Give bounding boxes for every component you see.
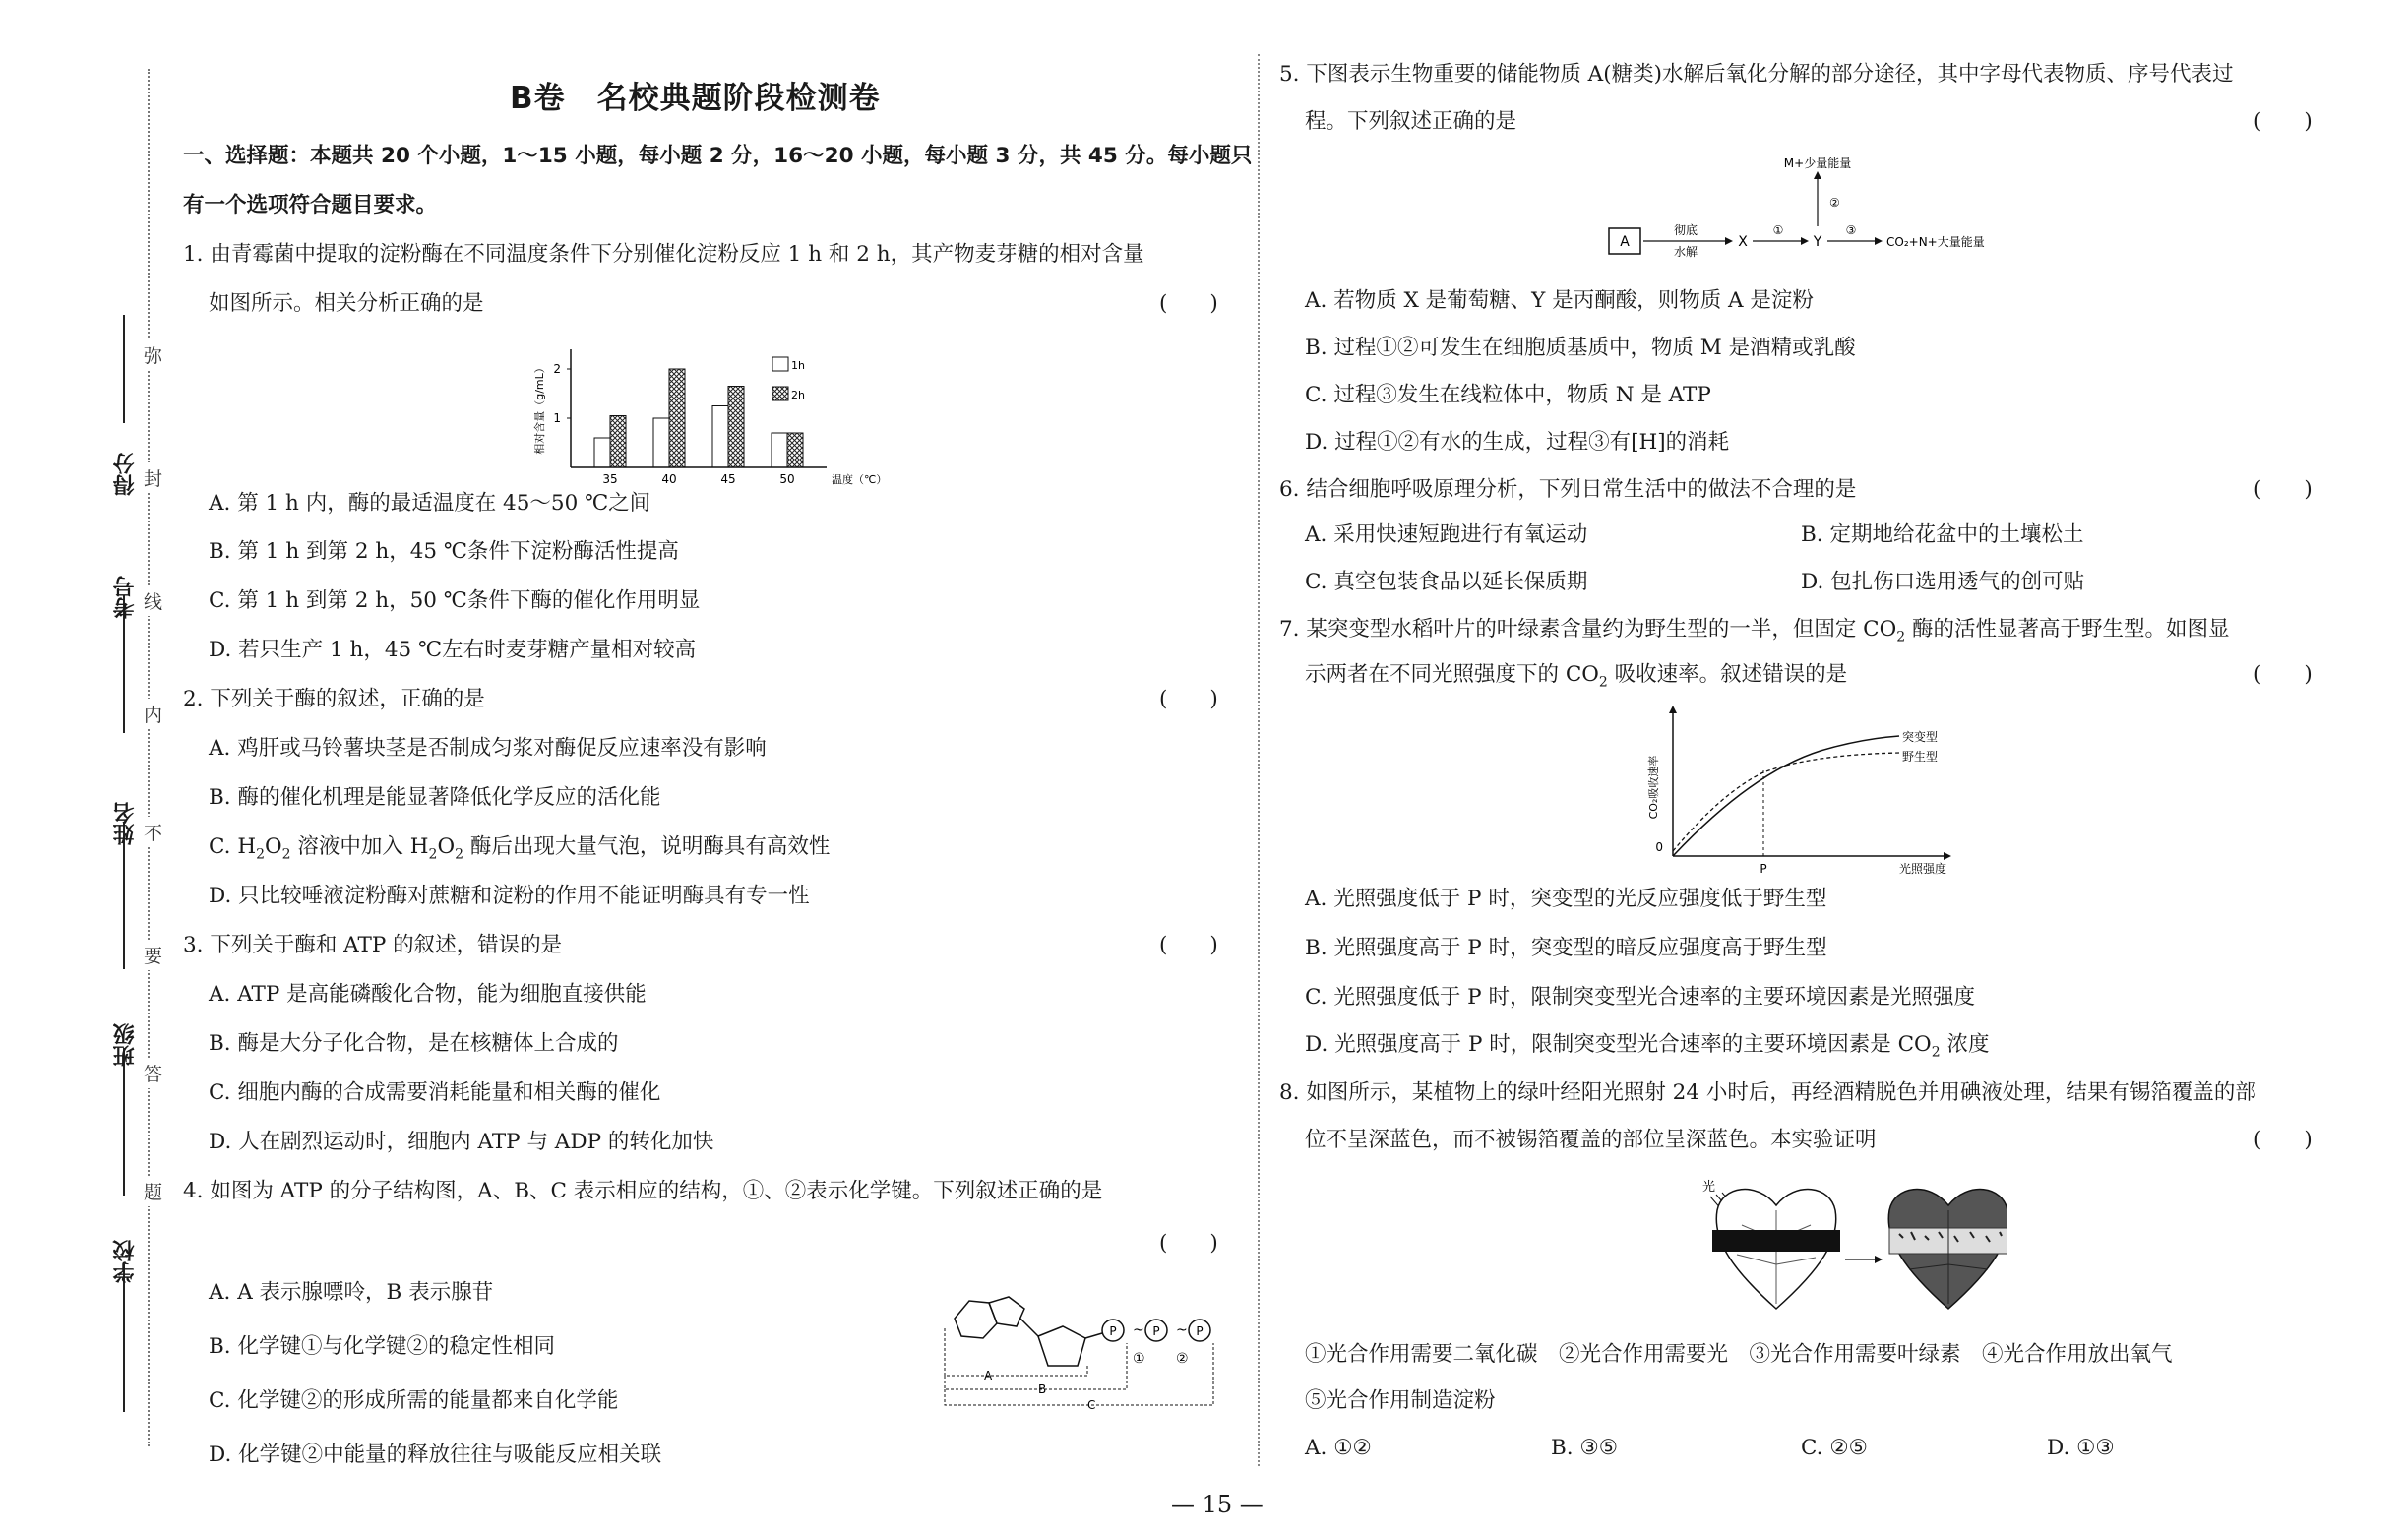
q4-option-d: D. 化学键②中能量的释放往往与吸能反应相关联	[209, 1443, 662, 1467]
x-tick-label: 50	[779, 472, 795, 486]
bar-2h-40	[669, 369, 685, 467]
q3-answer-paren: ( )	[1159, 933, 1218, 957]
seal-char: 内	[144, 699, 162, 729]
q4-option-c: C. 化学键②的形成所需的能量都来自化学能	[209, 1388, 619, 1413]
tin-foil-strip	[1712, 1230, 1840, 1252]
binding-label-score: 得分	[113, 453, 138, 496]
ribose-ring	[1038, 1326, 1085, 1366]
q7-stem-line2: 示两者在不同光照强度下的 $CO_2$ 吸收速率。叙述错误的是	[1305, 662, 1848, 691]
q8-leaf-diagram	[1693, 1171, 2007, 1319]
svg-text:~: ~	[1176, 1322, 1188, 1338]
process-3: ③	[1845, 223, 1857, 237]
binding-label-class: 班级	[113, 1023, 138, 1067]
q4-answer-paren: ( )	[1159, 1231, 1218, 1256]
substance-x: X	[1738, 234, 1748, 250]
svg-text:P: P	[1196, 1324, 1204, 1338]
page-number: — 15 —	[1171, 1491, 1264, 1518]
q4-option-a: A. A 表示腺嘌呤，B 表示腺苷	[209, 1280, 494, 1305]
q5-option-c: C. 过程③发生在线粒体中，物质 N 是 ATP	[1305, 383, 1711, 407]
purine-ring-5	[989, 1297, 1024, 1326]
svg-text:~: ~	[1133, 1322, 1144, 1338]
right-column	[1260, 0, 2408, 1476]
q1-bar-chart	[531, 339, 895, 487]
q5-stem-line1: 5. 下图表示生物重要的储能物质 A(糖类)水解后氧化分解的部分途径，其中字母代表物质、序号代表过	[1279, 62, 2234, 87]
bar-2h-50	[787, 433, 803, 467]
q5-pathway-diagram	[1599, 157, 2032, 266]
q8-choices-line1: ①光合作用需要二氧化碳 ②光合作用需要光 ③光合作用需要叶绿素 ④光合作用放出氧气	[1305, 1342, 2173, 1367]
q5-option-b: B. 过程①②可发生在细胞质基质中，物质 M 是酒精或乳酸	[1305, 336, 1856, 360]
y-tick-label: 1	[553, 411, 561, 425]
q3-option-b: B. 酶是大分子化合物，是在核糖体上合成的	[209, 1031, 619, 1056]
graph-y-label: CO₂吸收速率	[1647, 755, 1660, 820]
bar-1h-50	[772, 433, 787, 467]
structure-b-label: B	[1038, 1382, 1047, 1396]
q5-option-d: D. 过程①②有水的生成，过程③有[H]的消耗	[1305, 430, 1730, 455]
svg-text:P: P	[1152, 1324, 1160, 1338]
q6-option-a: A. 采用快速短跑进行有氧运动	[1305, 522, 1588, 547]
q1-answer-paren: ( )	[1159, 291, 1218, 316]
x-tick-label: 35	[602, 472, 618, 486]
mutant-curve	[1673, 736, 1899, 856]
seal-char: 要	[144, 940, 162, 970]
legend-label-1h: 1h	[791, 359, 805, 372]
q4-option-b: B. 化学键①与化学键②的稳定性相同	[209, 1334, 555, 1359]
q7-option-d: D. 光照强度高于 P 时，限制突变型光合速率的主要环境因素是 $CO_2$ 浓度	[1305, 1032, 1990, 1061]
q6-answer-paren: ( )	[2254, 477, 2313, 502]
q3-stem: 3. 下列关于酶和 ATP 的叙述，错误的是	[183, 933, 563, 957]
bar-2h-45	[728, 387, 744, 468]
svg-text:A: A	[1620, 234, 1630, 250]
q7-answer-paren: ( )	[2254, 662, 2313, 687]
q3-option-a: A. ATP 是高能磷酸化合物，能为细胞直接供能	[209, 982, 647, 1007]
q1-option-b: B. 第 1 h 到第 2 h，45 ℃条件下淀粉酶活性提高	[209, 539, 679, 564]
process-1: ①	[1772, 223, 1784, 237]
bar-2h-35	[610, 416, 626, 468]
q3-option-c: C. 细胞内酶的合成需要消耗能量和相关酶的催化	[209, 1080, 661, 1105]
structure-c-label: C	[1087, 1398, 1096, 1412]
product-2: M+少量能量	[1783, 157, 1852, 170]
bar-1h-40	[653, 418, 669, 467]
q2-option-d: D. 只比较唾液淀粉酶对蔗糖和淀粉的作用不能证明酶具有专一性	[209, 884, 810, 908]
structure-a-label: A	[984, 1369, 993, 1382]
graph-origin: 0	[1655, 840, 1663, 854]
q7-option-b: B. 光照强度高于 P 时，突变型的暗反应强度高于野生型	[1305, 936, 1827, 960]
q1-option-d: D. 若只生产 1 h，45 ℃左右时麦芽糖产量相对较高	[209, 638, 697, 662]
y-axis-label: 相对含量（g/mL）	[533, 362, 546, 455]
bar-1h-45	[712, 406, 728, 468]
wild-type-curve	[1673, 753, 1899, 851]
seal-char: 线	[144, 585, 162, 616]
q7-curve-graph	[1643, 704, 1968, 881]
light-label: 光	[1702, 1180, 1716, 1195]
q7-option-c: C. 光照强度低于 P 时，限制突变型光合速率的主要环境因素是光照强度	[1305, 985, 1975, 1010]
legend-swatch-2h	[772, 387, 788, 400]
q8-answer-paren: ( )	[2254, 1128, 2313, 1152]
q7-stem-line1: 7. 某突变型水稻叶片的叶绿素含量约为野生型的一半，但固定 $CO_2$ 酶的活性显著高于野生型。如图显	[1279, 617, 2230, 645]
legend-label-2h: 2h	[791, 389, 805, 401]
binding-label-name: 姓名	[113, 802, 138, 845]
q8-stem-line1: 8. 如图所示，某植物上的绿叶经阳光照射 24 小时后，再经酒精脱色并用碘液处理，结果有锡箔覆盖的部	[1279, 1080, 2256, 1105]
q8-choices-line2: ⑤光合作用制造淀粉	[1305, 1388, 1496, 1413]
x-tick-label: 45	[720, 472, 736, 486]
q4-atp-diagram	[940, 1279, 1235, 1417]
legend-swatch-1h	[772, 357, 788, 371]
seal-char: 弥	[144, 339, 162, 370]
binding-label-school: 学校	[113, 1240, 138, 1283]
substance-y: Y	[1813, 234, 1822, 250]
q4-stem: 4. 如图为 ATP 的分子结构图，A、B、C 表示相应的结构，①、②表示化学键。下列叙述正确的是	[183, 1179, 1103, 1203]
q6-option-d: D. 包扎伤口选用透气的创可贴	[1801, 570, 2085, 594]
process-2: ②	[1829, 196, 1840, 210]
page-title: B卷 名校典题阶段检测卷	[510, 81, 881, 116]
arrow-label-top: 彻底	[1673, 223, 1698, 237]
q1-option-c: C. 第 1 h 到第 2 h，50 ℃条件下酶的催化作用明显	[209, 588, 701, 613]
x-axis-label: 温度（℃）	[832, 473, 888, 486]
q2-stem: 2. 下列关于酶的叙述，正确的是	[183, 687, 485, 711]
bar-1h-35	[594, 438, 610, 467]
q7-option-a: A. 光照强度低于 P 时，突变型的光反应强度低于野生型	[1305, 887, 1827, 911]
q5-answer-paren: ( )	[2254, 109, 2313, 134]
q8-option-a: A. ①②	[1305, 1436, 1372, 1460]
y-tick-label: 2	[553, 362, 561, 376]
section-heading-line1: 一、选择题：本题共 20 个小题，1～15 小题，每小题 2 分，16～20 小题，每小题 3 分，共 45 分。每小题只	[183, 144, 1253, 168]
q6-option-b: B. 定期地给花盆中的土壤松土	[1801, 522, 2084, 547]
q6-option-c: C. 真空包装食品以延长保质期	[1305, 570, 1588, 594]
arrow-label-bottom: 水解	[1673, 245, 1698, 259]
seal-char: 封	[144, 462, 162, 493]
q5-stem-line2: 程。下列叙述正确的是	[1305, 109, 1517, 134]
binding-label-id: 考号	[113, 576, 138, 619]
seal-char: 答	[144, 1058, 162, 1088]
q8-option-c: C. ②⑤	[1801, 1436, 1868, 1460]
mutant-label: 突变型	[1902, 730, 1939, 744]
q2-option-a: A. 鸡肝或马铃薯块茎是否制成匀浆对酶促反应速率没有影响	[209, 736, 767, 761]
graph-x-label: 光照强度	[1899, 862, 1947, 876]
section-heading-line2: 有一个选项符合题目要求。	[183, 193, 438, 217]
q8-option-b: B. ③⑤	[1551, 1436, 1619, 1460]
svg-text:P: P	[1109, 1324, 1117, 1338]
seal-char: 不	[144, 817, 162, 847]
q8-stem-line2: 位不呈深蓝色，而不被锡箔覆盖的部位呈深蓝色。本实验证明	[1305, 1128, 1877, 1152]
bond-2-label: ②	[1176, 1351, 1189, 1367]
q2-answer-paren: ( )	[1159, 687, 1218, 711]
product-3: CO₂+N+大量能量	[1886, 235, 1985, 249]
wild-type-label: 野生型	[1902, 750, 1939, 764]
q5-option-a: A. 若物质 X 是葡萄糖、Y 是丙酮酸，则物质 A 是淀粉	[1305, 288, 1814, 313]
q1-stem-line1: 1. 由青霉菌中提取的淀粉酶在不同温度条件下分别催化淀粉反应 1 h 和 2 h，其产物麦芽糖的相对含量	[183, 242, 1144, 267]
x-tick-label: 40	[661, 472, 677, 486]
q2-option-c: C. $H_2O_2$ 溶液中加入 $H_2O_2$ 酶后出现大量气泡，说明酶具有高效性	[209, 834, 831, 863]
bond-1-label: ①	[1133, 1351, 1145, 1367]
q3-option-d: D. 人在剧烈运动时，细胞内 ATP 与 ADP 的转化加快	[209, 1130, 714, 1154]
seal-char: 题	[144, 1176, 162, 1206]
q6-stem: 6. 结合细胞呼吸原理分析，下列日常生活中的做法不合理的是	[1279, 477, 1857, 502]
q8-option-d: D. ①③	[2047, 1436, 2115, 1460]
graph-p-label: P	[1760, 862, 1767, 876]
q2-option-b: B. 酶的催化机理是能显著降低化学反应的活化能	[209, 785, 661, 810]
q1-option-a: A. 第 1 h 内，酶的最适温度在 45～50 ℃之间	[209, 491, 651, 516]
q1-stem-line2: 如图所示。相关分析正确的是	[209, 291, 484, 316]
